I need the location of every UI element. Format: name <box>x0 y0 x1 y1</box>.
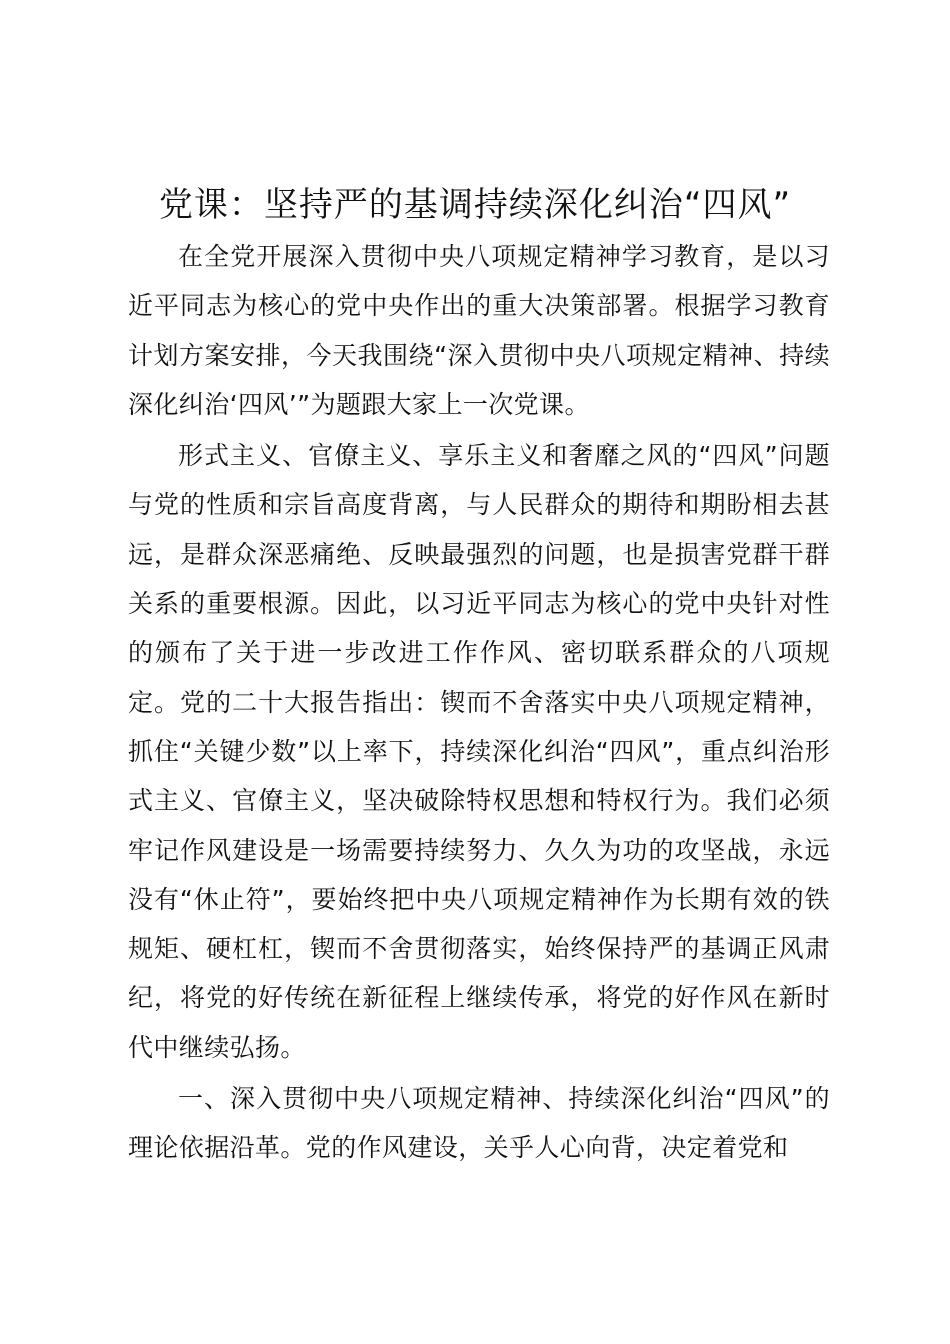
paragraph-four-styles: 形式主义、官僚主义、享乐主义和奢靡之风的“四风”问题与党的性质和宗旨高度背离，与人民群众的期待和期盼相去甚远，是群众深恶痛绝、反映最强烈的问题，也是损害党群干群关系的重要根源。因此，以习近平同志为核心的党中央针对性的颁布了关于进一步改进工作作风、密切联系群众的八项规定。党的二十大报告指出：锲而不舍落实中央八项规定精神，抓住“关键少数”以上率下，持续深化纠治“四风”，重点纠治形式主义、官僚主义，坚决破除特权思想和特权行为。我们必须牢记作风建设是一场需要持续努力、久久为功的攻坚战，永远没有“休止符”，要始终把中央八项规定精神作为长期有效的铁规矩、硬杠杠，锲而不舍贯彻落实，始终保持严的基调正风肃纪，将党的好传统在新征程上继续传承，将党的好作风在新时代中继续弘扬。 <box>128 441 830 1062</box>
document-title: 党课：坚持严的基调持续深化纠治“四风” <box>158 185 792 225</box>
paragraph-section-one: 一、深入贯彻中央八项规定精神、持续深化纠治“四风”的理论依据沿革。党的作风建设，关乎人心向背，决定着党和 <box>128 1084 830 1163</box>
document-body <box>128 232 830 1175</box>
paragraph-intro: 在全党开展深入贯彻中央八项规定精神学习教育，是以习近平同志为核心的党中央作出的重大决策部署。根据学习教育计划方案安排，今天我围绕“深入贯彻中央八项规定精神、持续深化纠治‘四风’”为题跟大家上一次党课。 <box>128 242 830 419</box>
